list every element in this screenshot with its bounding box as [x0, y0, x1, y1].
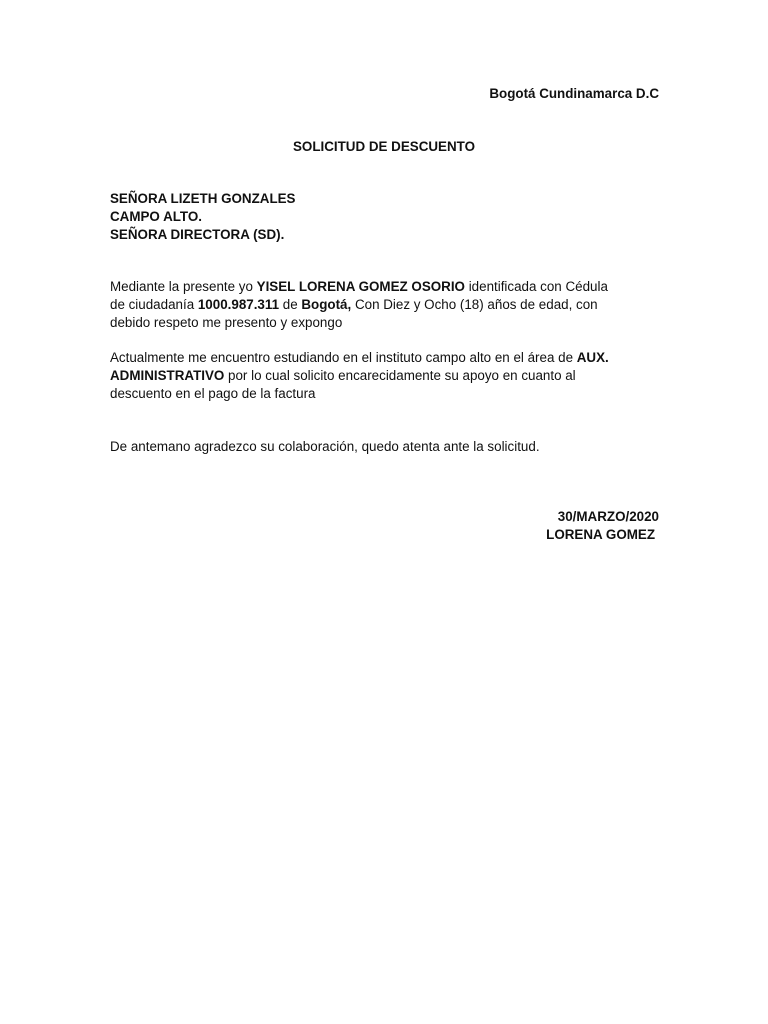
document-title: SOLICITUD DE DESCUENTO: [292, 139, 476, 154]
id-number: 1000.987.311: [197, 297, 280, 312]
paragraph-1-line-3: debido respeto me presento y expongo: [110, 315, 343, 330]
paragraph-3: De antemano agradezco su colaboración, quedo atenta ante la solicitud.: [110, 439, 540, 454]
id-city: Bogotá,: [301, 297, 352, 312]
text: por lo cual solicito encarecidamente su apoyo en cuanto al: [224, 368, 576, 383]
text: identificada con Cédula: [464, 279, 608, 294]
recipient-name: SEÑORA LIZETH GONZALES: [110, 191, 296, 206]
signature-date: 30/MARZO/2020: [557, 509, 659, 524]
paragraph-2-line-1: [110, 349, 609, 367]
paragraph-1-line-1: [110, 278, 608, 296]
text: Actualmente me encuentro estudiando en el instituto campo alto en el área de: [110, 350, 577, 365]
location-header: Bogotá Cundinamarca D.C: [489, 86, 659, 101]
text: Mediante la presente yo: [110, 279, 257, 294]
text: de: [279, 297, 302, 312]
recipient-institution: CAMPO ALTO.: [110, 209, 202, 224]
program-name-part-2: ADMINISTRATIVO: [110, 368, 225, 383]
applicant-name: YISEL LORENA GOMEZ OSORIO: [256, 279, 465, 294]
text: Con Diez y Ocho (18) años de edad, con: [351, 297, 598, 312]
program-name-part-1: AUX.: [576, 350, 609, 365]
paragraph-2-line-3: descuento en el pago de la factura: [110, 386, 316, 401]
signature-name: LORENA GOMEZ: [546, 527, 655, 542]
text: de ciudadanía: [110, 297, 198, 312]
recipient-title: SEÑORA DIRECTORA (SD).: [110, 227, 285, 242]
paragraph-2-line-2: [110, 367, 576, 385]
paragraph-1-line-2: [110, 296, 598, 314]
